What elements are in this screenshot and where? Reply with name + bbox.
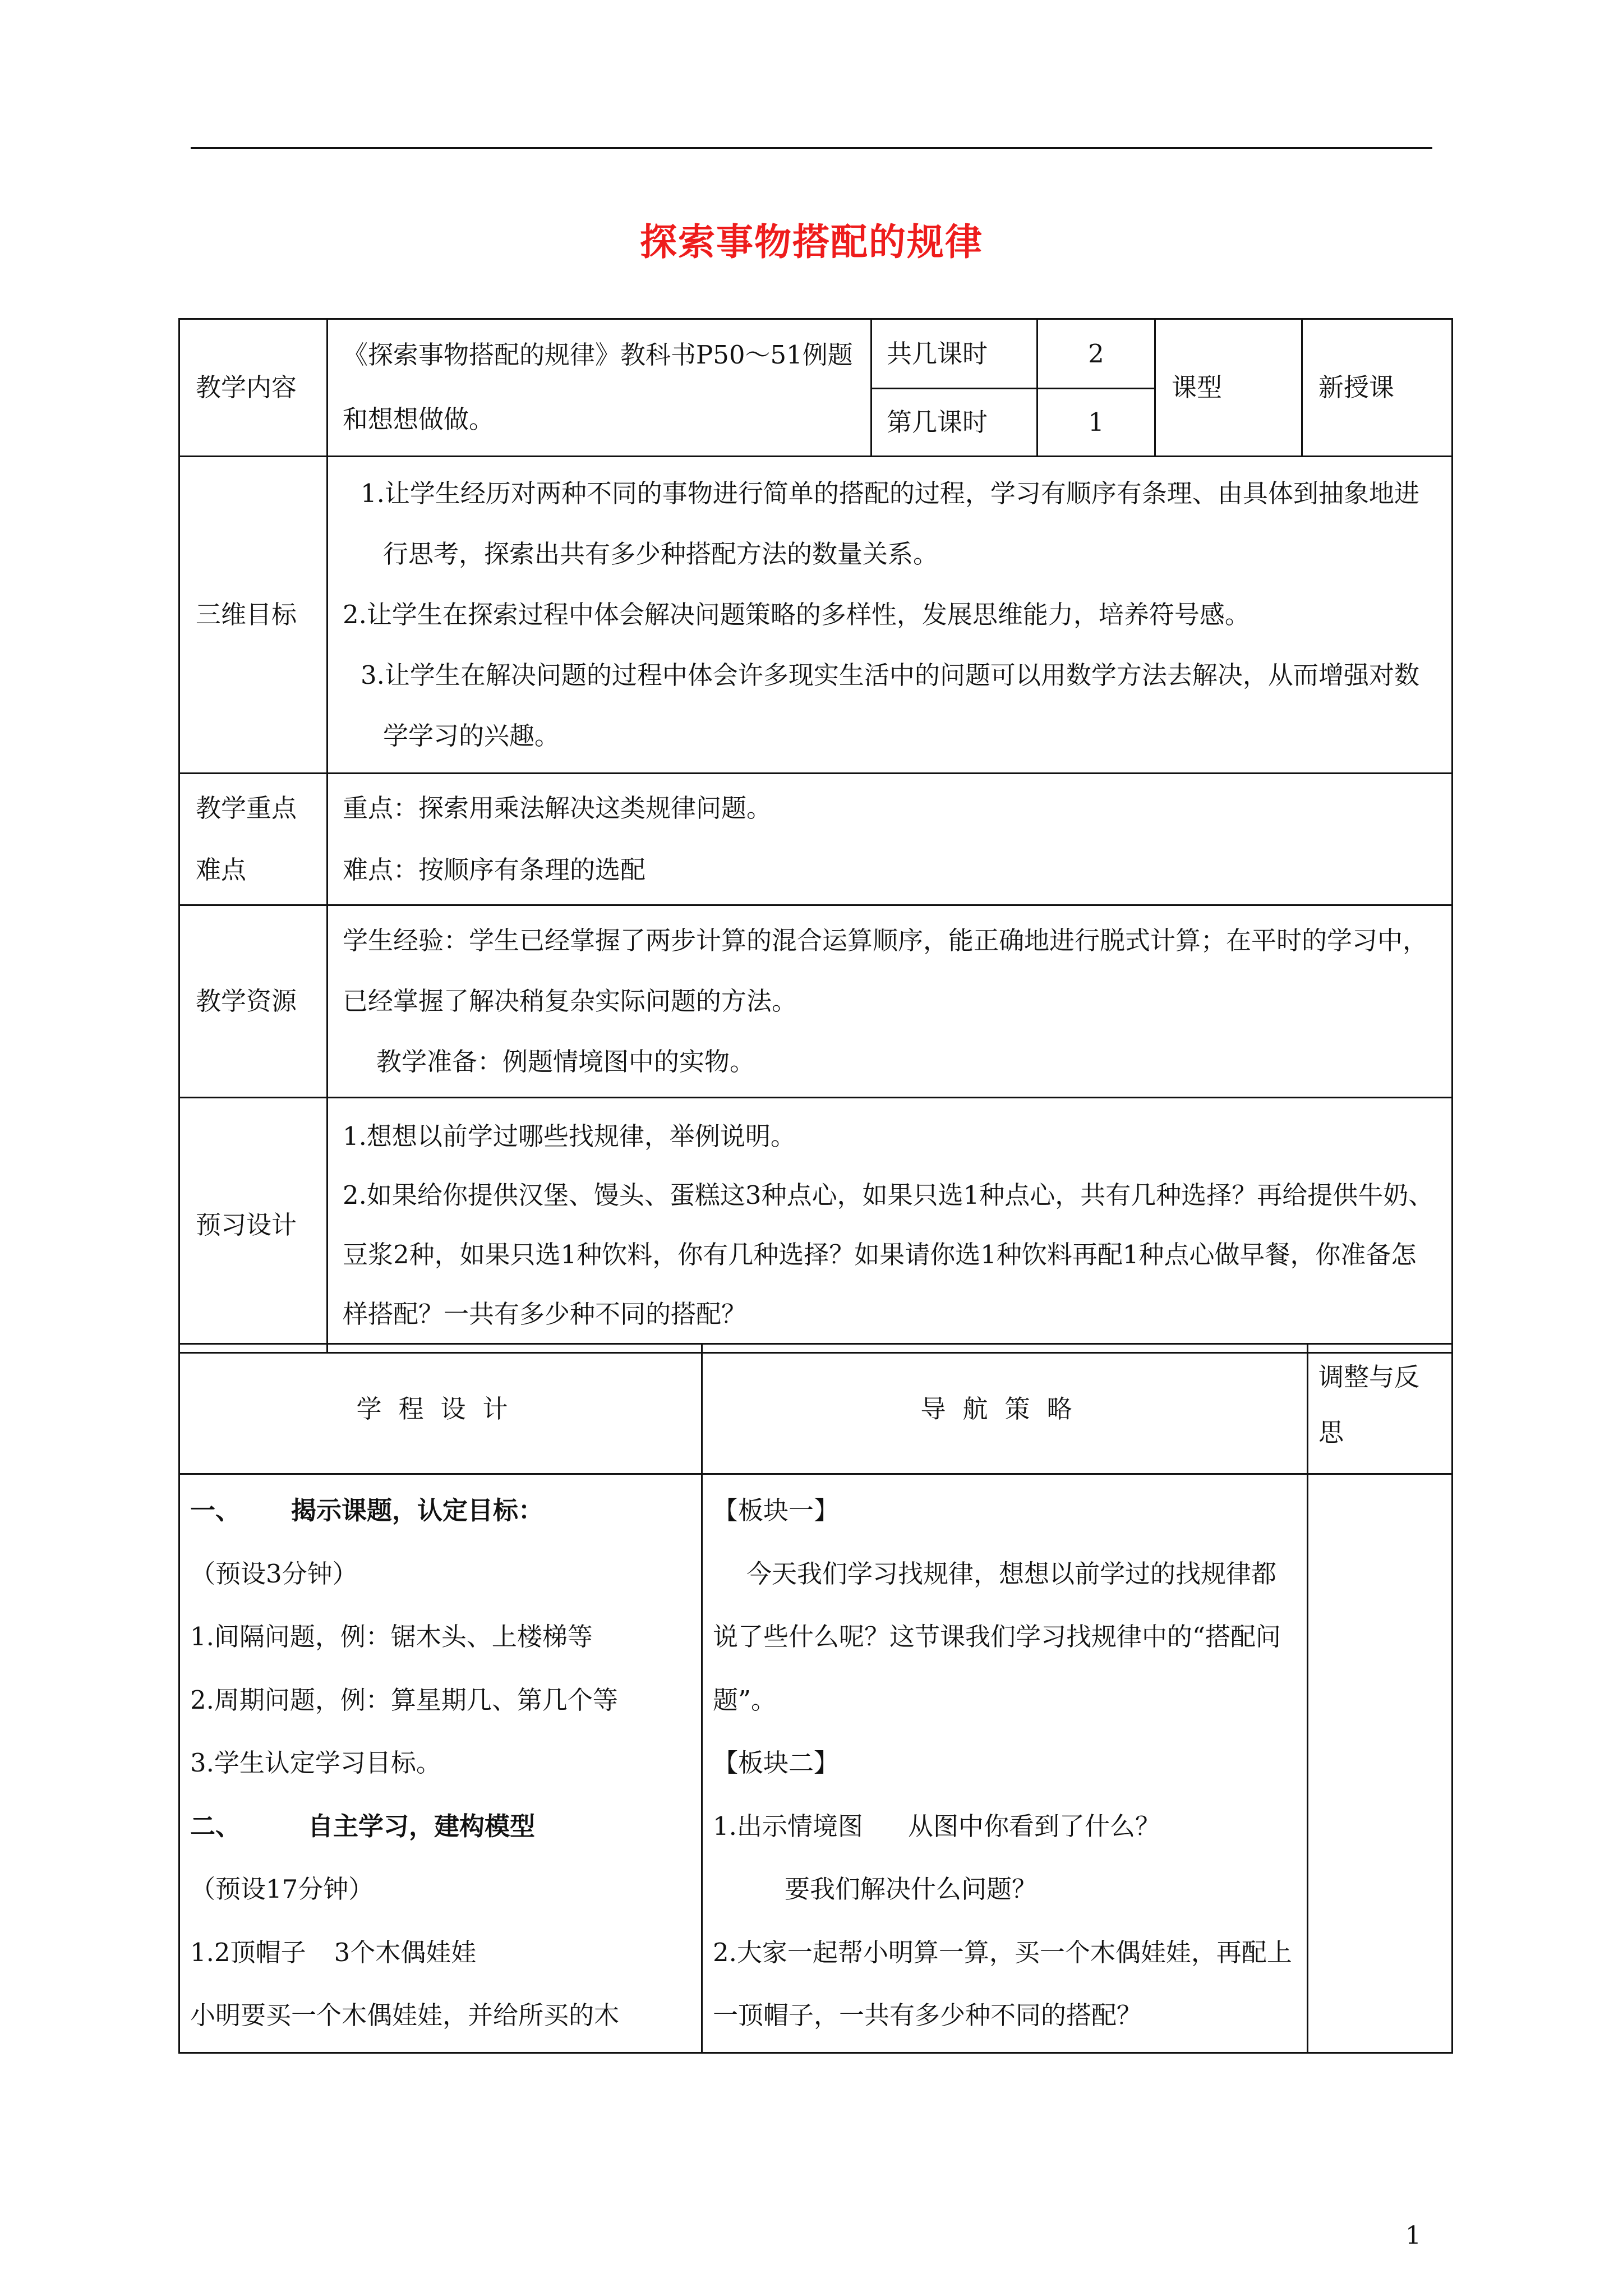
lesson-info-table (178, 318, 1453, 1354)
col-header-strategy: 导航策略 (702, 1344, 1308, 1474)
list-item: 2.大家一起帮小明算一算，买一个木偶娃娃，再配上一顶帽子，一共有多少种不同的搭配？ (713, 1937, 1292, 2030)
keypoints-cell (328, 773, 1453, 905)
process-column (179, 1474, 702, 2053)
lesson-design-table (178, 1343, 1453, 2054)
teaching-prep: 教学准备：例题情境图中的实物。 (376, 1047, 755, 1076)
lesson-type-value: 新授课 (1302, 319, 1453, 457)
goal-item: 2.让学生在探索过程中体会解决问题策略的多样性，发展思维能力，培养符号感。 (343, 599, 1250, 629)
list-item: 1.间隔问题，例：锯木头、上楼梯等 (190, 1622, 593, 1651)
goal-item: 3.让学生在解决问题的过程中体会许多现实生活中的问题可以用数学方法去解决，从而增强对数学学习的兴趣。 (361, 660, 1419, 751)
header-rule (191, 147, 1432, 149)
block-heading: 【板块二】 (713, 1748, 840, 1778)
preview-item: 2.如果给你提供汉堡、馒头、蛋糕这3种点心，如果只选1种点心，共有几种选择？再给提供牛奶、豆浆2种，如果只选1种饮料，你有几种选择？如果请你选1种饮料再配1种点心做早餐，你准备怎样搭配？一共有多少种不同的搭配？ (343, 1180, 1434, 1329)
content-label: 教学内容 (179, 319, 328, 457)
section-time: （预设3分钟） (190, 1558, 358, 1589)
keypoints-label-text: 教学重点难点 (196, 793, 297, 885)
block-heading: 【板块一】 (713, 1496, 840, 1525)
key-point: 重点：探索用乘法解决这类规律问题。 (343, 793, 772, 823)
section-time: （预设17分钟） (190, 1874, 374, 1904)
goal-item: 1.让学生经历对两种不同的事物进行简单的搭配的过程，学习有顺序有条理、由具体到抽象地进行思考，探索出共有多少种搭配方法的数量关系。 (361, 478, 1419, 569)
preview-label: 预习设计 (179, 1098, 328, 1353)
lesson-type-label: 课型 (1155, 319, 1302, 457)
col-header-reflection: 调整与反思 (1308, 1344, 1453, 1474)
content-text: 《探索事物搭配的规律》教科书P50～51例题和想想做做。 (328, 319, 872, 457)
list-item: 小明要买一个木偶娃娃，并给所买的木 (190, 2000, 620, 2030)
section-heading: 一、 揭示课题，认定目标： (190, 1496, 544, 1525)
preview-cell (328, 1098, 1453, 1353)
resources-label: 教学资源 (179, 905, 328, 1098)
nth-period-value: 1 (1038, 389, 1155, 456)
list-item: 1.2顶帽子 3个木偶娃娃 (190, 1937, 477, 1967)
goals-cell (328, 456, 1453, 773)
keypoints-label (179, 773, 328, 905)
list-item: 1.出示情境图 从图中你看到了什么？ (713, 1811, 1160, 1841)
list-item: 要我们解决什么问题？ (785, 1874, 1038, 1904)
block-text: 今天我们学习找规律，想想以前学过的找规律都说了些什么呢？这节课我们学习找规律中的“搭配问题”。 (713, 1558, 1281, 1715)
reflection-column (1308, 1474, 1453, 2053)
list-item: 2.周期问题，例：算星期几、第几个等 (190, 1685, 618, 1715)
preview-item: 1.想想以前学过哪些找规律，举例说明。 (343, 1121, 796, 1151)
total-periods-value: 2 (1038, 319, 1155, 389)
goals-label: 三维目标 (179, 456, 328, 773)
student-experience: 学生经验：学生已经掌握了两步计算的混合运算顺序，能正确地进行脱式计算；在平时的学习中，已经掌握了解决稍复杂实际问题的方法。 (343, 926, 1428, 1016)
section-heading: 二、 自主学习，建构模型 (190, 1811, 536, 1841)
page-title: 探索事物搭配的规律 (640, 220, 983, 264)
col-header-process: 学程设计 (179, 1344, 702, 1474)
total-periods-label: 共几课时 (872, 319, 1038, 389)
resources-cell (328, 905, 1453, 1098)
page-number: 1 (1405, 2221, 1421, 2250)
difficulty-point: 难点：按顺序有条理的选配 (343, 854, 646, 885)
nth-period-label: 第几课时 (872, 389, 1038, 456)
strategy-column (702, 1474, 1308, 2053)
list-item: 3.学生认定学习目标。 (190, 1748, 441, 1778)
